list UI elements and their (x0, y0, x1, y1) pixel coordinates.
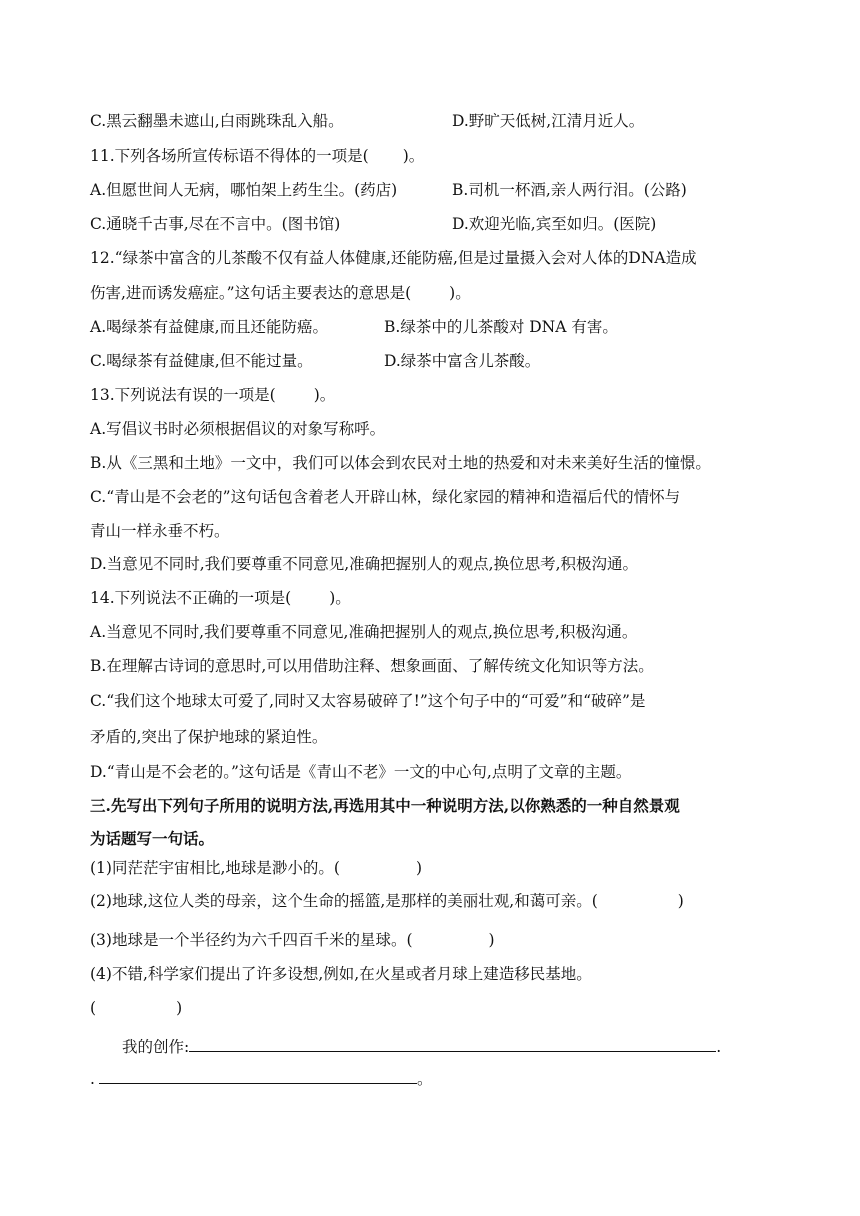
creation-line-1 (122, 1035, 721, 1058)
q12-stem-line2 (90, 282, 471, 304)
sentence-2-end: ) (677, 892, 684, 910)
q14-option-c-line1: C.“我们这个地球太可爱了,同时又太容易破碎了!”这个句子中的“可爱”和“破碎”是 (90, 692, 646, 710)
q14-option-a: A.当意见不同时,我们要尊重不同意见,准确把握别人的观点,换位思考,积极沟通。 (90, 623, 638, 641)
section3-sentence-4: (4)不错,科学家们提出了许多设想,例如,在火星或者月球上建造移民基地。 (90, 965, 592, 983)
section3-sentence-1 (90, 857, 422, 879)
creation-line-2-end: 。 (416, 1070, 433, 1088)
q13-stem-text: 13.下列说法有误的一项是( (90, 386, 276, 404)
q11-option-d: D.欢迎光临,宾至如归。(医院) (452, 215, 657, 233)
q12-stem-text: 伤害,进而诱发癌症。”这句话主要表达的意思是( (90, 284, 412, 302)
q11-stem-end: )。 (402, 147, 425, 165)
q10-option-d: D.野旷天低树,江清月近人。 (452, 112, 645, 130)
creation-line-1-end: . (716, 1038, 722, 1056)
q13-option-d: D.当意见不同时,我们要尊重不同意见,准确把握别人的观点,换位思考,积极沟通。 (90, 555, 639, 573)
q12-stem-end: )。 (449, 284, 471, 302)
q13-option-b: B.从《三黑和土地》一文中，我们可以体会到农民对土地的热爱和对未来美好生活的憧憬。 (90, 454, 711, 472)
q11-option-b: B.司机一杯酒,亲人两行泪。(公路) (452, 181, 687, 199)
q12-option-a: A.喝绿茶有益健康,而且还能防癌。 (90, 318, 329, 336)
q14-stem-text: 14.下列说法不正确的一项是( (90, 589, 292, 607)
sentence-1-end: ) (415, 859, 422, 877)
q13-option-a: A.写倡议书时必须根据倡议的对象写称呼。 (90, 420, 386, 438)
creation-writing-line-2[interactable] (99, 1067, 417, 1084)
q11-option-c: C.通晓千古事,尽在不言中。(图书馆) (90, 215, 341, 233)
sentence-4-answer-close: ) (176, 999, 183, 1017)
section3-sentence-3 (90, 929, 495, 951)
sentence-3-end: ) (488, 931, 495, 949)
section3-sentence-2 (90, 890, 684, 912)
q11-stem-text: 11.下列各场所宣传标语不得体的一项是( (90, 147, 369, 165)
q14-stem-end: )。 (329, 589, 351, 607)
sentence-2-text: (2)地球,这位人类的母亲，这个生命的摇篮,是那样的美丽壮观,和蔼可亲。( (90, 892, 598, 910)
section3-title-line1: 三.先写出下列句子所用的说明方法,再选用其中一种说明方法,以你熟悉的一种自然景观 (90, 796, 680, 815)
section3-title-line2: 为话题写一句话。 (90, 829, 215, 848)
creation-line-2 (90, 1067, 432, 1090)
q13-option-c-line2: 青山一样永垂不朽。 (90, 522, 230, 540)
creation-line-2-start: . (90, 1070, 95, 1088)
q13-stem-end: )。 (313, 386, 336, 404)
q14-option-b: B.在理解古诗词的意思时,可以用借助注释、想象画面、了解传统文化知识等方法。 (90, 657, 654, 675)
sentence-4-answer-open: ( (90, 999, 97, 1017)
sentence-3-text: (3)地球是一个半径约为六千四百千米的星球。( (90, 931, 413, 949)
q13-stem (90, 384, 335, 406)
q14-option-c-line2: 矛盾的,突出了保护地球的紧迫性。 (90, 728, 328, 746)
creation-label: 我的创作: (122, 1038, 190, 1056)
q11-option-a: A.但愿世间人无病，哪怕架上药生尘。(药店) (90, 181, 398, 199)
q14-option-d: D.“青山是不会老的。”这句话是《青山不老》一文的中心句,点明了文章的主题。 (90, 763, 632, 781)
q12-option-b: B.绿茶中的儿茶酸对 DNA 有害。 (384, 318, 618, 336)
sentence-1-text: (1)同茫茫宇宙相比,地球是渺小的。( (90, 859, 340, 877)
q11-stem (90, 145, 424, 167)
q12-option-c: C.喝绿茶有益健康,但不能过量。 (90, 352, 313, 370)
q14-stem (90, 587, 351, 609)
creation-writing-line-1[interactable] (189, 1035, 716, 1052)
q10-option-c: C.黑云翻墨未遮山,白雨跳珠乱入船。 (90, 112, 344, 130)
sentence-4-answer (90, 997, 182, 1019)
q12-stem-line1: 12.“绿茶中富含的儿茶酸不仅有益人体健康,还能防癌,但是过量摄入会对人体的DNA造成 (90, 249, 697, 267)
q13-option-c-line1: C.“青山是不会老的”这句话包含着老人开辟山林，绿化家园的精神和造福后代的情怀与 (90, 488, 681, 506)
q12-option-d: D.绿茶中富含儿茶酸。 (384, 352, 541, 370)
